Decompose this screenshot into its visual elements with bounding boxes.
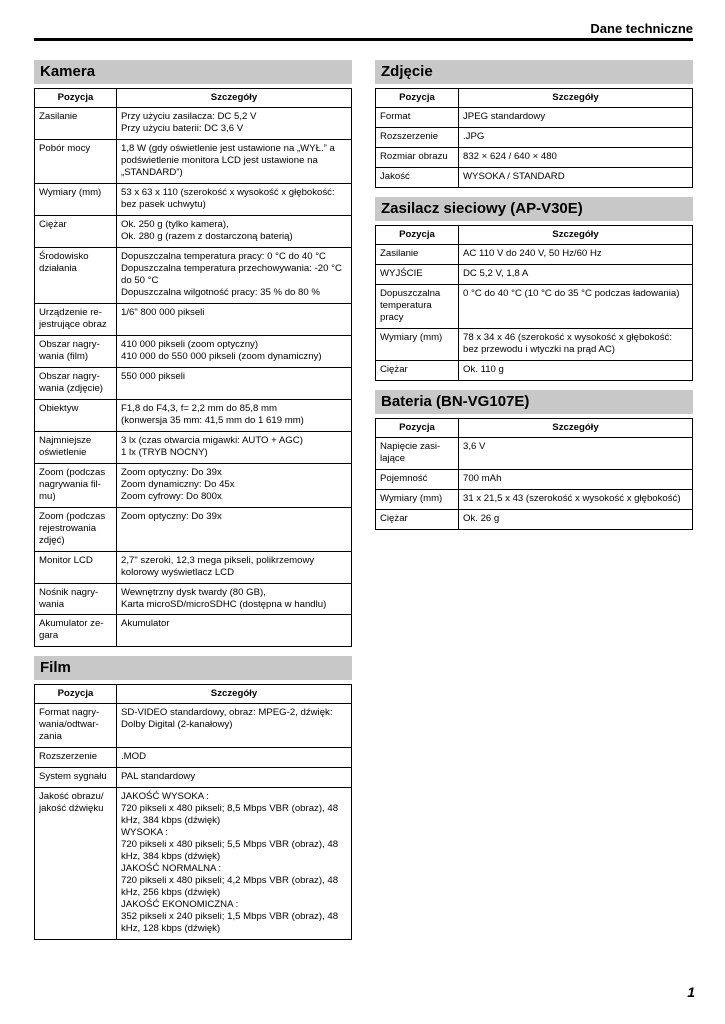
- spec-value-line: JAKOŚĆ WYSOKA :: [121, 791, 209, 803]
- spec-key: Nośnik nagry-wania: [35, 583, 117, 615]
- spec-table: [375, 88, 693, 188]
- table-header-row: [376, 89, 693, 108]
- spec-value-line: 550 000 pikseli: [121, 370, 186, 382]
- spec-value-line: Przy użyciu baterii: DC 3,6 V: [121, 122, 244, 134]
- spec-key: Zoom (podczas rejestrowania zdjęć): [35, 507, 117, 551]
- section-film: [34, 656, 352, 940]
- spec-value: [117, 399, 352, 431]
- table-row: [376, 509, 693, 529]
- section-title: Zdjęcie: [375, 60, 693, 84]
- table-header-row: [35, 89, 352, 108]
- spec-value-line: 720 pikseli x 480 pikseli; 8,5 Mbps VBR (obraz), 48 kHz, 384 kbps (dźwięk): [121, 803, 339, 827]
- section-bateria: [375, 390, 693, 530]
- table-row: [35, 247, 352, 303]
- spec-key: Wymiary (mm): [376, 328, 459, 360]
- table-header-row: [376, 225, 693, 244]
- spec-value: [117, 507, 352, 551]
- spec-value-line: DC 5,2 V, 1,8 A: [463, 267, 529, 279]
- table-header-row: [376, 418, 693, 437]
- spec-key: Obiektyw: [35, 399, 117, 431]
- spec-key: WYJŚCIE: [376, 264, 459, 284]
- spec-key: Pojemność: [376, 469, 459, 489]
- spec-value-line: Zoom optyczny: Do 39x: [121, 510, 222, 522]
- spec-value-line: Zoom optyczny: Do 39x: [121, 466, 222, 478]
- spec-value: [117, 215, 352, 247]
- spec-value: [117, 615, 352, 647]
- spec-value-line: 78 x 34 x 46 (szerokość x wysokość x głębokość: bez przewodu i wtyczki na prąd AC): [463, 331, 673, 355]
- column-header-key: Pozycja: [376, 418, 459, 437]
- spec-value-line: 53 x 63 x 110 (szerokość x wysokość x głębokość: bez pasek uchwytu): [121, 186, 335, 210]
- spec-value-line: (konwersja 35 mm: 41,5 mm do 1 619 mm): [121, 414, 304, 426]
- spec-value: [117, 463, 352, 507]
- spec-value: [459, 489, 693, 509]
- column-header-key: Pozycja: [376, 225, 459, 244]
- table-row: [35, 768, 352, 788]
- table-row: [35, 583, 352, 615]
- spec-value: [117, 583, 352, 615]
- spec-value: [117, 183, 352, 215]
- spec-value: [459, 509, 693, 529]
- spec-key: Środowisko działania: [35, 247, 117, 303]
- spec-value: [459, 360, 693, 380]
- spec-key: Format: [376, 108, 459, 128]
- spec-value: [459, 437, 693, 469]
- left-column: [34, 60, 352, 949]
- spec-value: [117, 139, 352, 183]
- spec-value: [459, 108, 693, 128]
- page-header-title: Dane techniczne: [590, 21, 693, 36]
- spec-value-line: 2,7" szeroki, 12,3 mega pikseli, polikrzemowy kolorowy wyświetlacz LCD: [121, 554, 315, 578]
- section-kamera: [34, 60, 352, 647]
- spec-key: Jakość obrazu/ jakość dźwięku: [35, 788, 117, 940]
- spec-value: [459, 264, 693, 284]
- spec-value-line: Akumulator: [121, 618, 170, 630]
- spec-value-line: 410 000 pikseli (zoom optyczny): [121, 338, 259, 350]
- column-header-value: Szczegóły: [459, 89, 693, 108]
- table-row: [376, 244, 693, 264]
- table-row: [35, 507, 352, 551]
- table-row: [35, 704, 352, 748]
- spec-table: [375, 418, 693, 530]
- spec-key: Ciężar: [35, 215, 117, 247]
- table-row: [376, 360, 693, 380]
- spec-table: [34, 684, 352, 940]
- table-row: [35, 748, 352, 768]
- spec-key: Format nagry-wania/odtwar-zania: [35, 704, 117, 748]
- spec-value-line: Zoom cyfrowy: Do 800x: [121, 490, 222, 502]
- table-row: [376, 127, 693, 147]
- column-header-value: Szczegóły: [459, 225, 693, 244]
- spec-value-line: SD-VIDEO standardowy, obraz: MPEG-2, dźwięk: Dolby Digital (2-kanałowy): [121, 707, 333, 731]
- column-header-value: Szczegóły: [459, 418, 693, 437]
- spec-value-line: Dopuszczalna wilgotność pracy: 35 % do 80 %: [121, 286, 320, 298]
- column-header-value: Szczegóły: [117, 89, 352, 108]
- table-row: [35, 183, 352, 215]
- spec-value-line: F1,8 do F4,3, f= 2,2 mm do 85,8 mm: [121, 402, 277, 414]
- spec-value-line: .MOD: [121, 751, 147, 763]
- table-row: [376, 147, 693, 167]
- column-header-key: Pozycja: [35, 89, 117, 108]
- spec-value-line: 832 × 624 / 640 × 480: [463, 150, 557, 162]
- table-row: [35, 399, 352, 431]
- spec-value-line: JAKOŚĆ EKONOMICZNA :: [121, 899, 239, 911]
- spec-value-line: Ok. 26 g: [463, 512, 500, 524]
- table-row: [35, 367, 352, 399]
- spec-value: [459, 167, 693, 187]
- table-row: [35, 431, 352, 463]
- spec-key: Jakość: [376, 167, 459, 187]
- table-row: [376, 469, 693, 489]
- spec-value-line: .JPG: [463, 130, 485, 142]
- spec-value: [117, 788, 352, 940]
- spec-value: [459, 469, 693, 489]
- table-row: [35, 788, 352, 940]
- table-row: [35, 615, 352, 647]
- spec-value-line: 1,8 W (gdy oświetlenie jest ustawione na „WYŁ.” a podświetlenie monitora LCD jest ustawione na „STANDARD”): [121, 142, 335, 178]
- spec-value: [117, 108, 352, 140]
- spec-value-line: Ok. 250 g (tylko kamera),: [121, 218, 229, 230]
- spec-key: Ciężar: [376, 509, 459, 529]
- table-row: [376, 284, 693, 328]
- spec-value: [459, 244, 693, 264]
- right-column: [375, 60, 693, 539]
- spec-value: [117, 431, 352, 463]
- spec-value: [459, 147, 693, 167]
- spec-key: Dopuszczalna temperatura pracy: [376, 284, 459, 328]
- spec-value: [117, 335, 352, 367]
- spec-key: Rozszerzenie: [376, 127, 459, 147]
- spec-value-line: WYSOKA / STANDARD: [463, 170, 565, 182]
- spec-value: [117, 748, 352, 768]
- spec-value-line: 3 lx (czas otwarcia migawki: AUTO + AGC): [121, 434, 303, 446]
- spec-value-line: 720 pikseli x 480 pikseli; 4,2 Mbps VBR (obraz), 48 kHz, 256 kbps (dźwięk): [121, 875, 339, 899]
- spec-value-line: 1 lx (TRYB NOCNY): [121, 446, 208, 458]
- spec-value-line: Przy użyciu zasilacza: DC 5,2 V: [121, 111, 257, 122]
- spec-value: [459, 328, 693, 360]
- spec-table: [375, 225, 693, 381]
- table-row: [35, 551, 352, 583]
- spec-key: Zoom (podczas nagrywania fil-mu): [35, 463, 117, 507]
- spec-value-line: Dopuszczalna temperatura przechowywania: -20 °C do 50 °C: [121, 262, 342, 286]
- spec-value: [117, 551, 352, 583]
- spec-key: Wymiary (mm): [35, 183, 117, 215]
- spec-key: Urządzenie re-jestrujące obraz: [35, 303, 117, 335]
- spec-key: Wymiary (mm): [376, 489, 459, 509]
- spec-key: Napięcie zasi-lające: [376, 437, 459, 469]
- spec-value-line: JAKOŚĆ NORMALNA :: [121, 863, 222, 875]
- spec-value: [459, 284, 693, 328]
- spec-value-line: Ok. 280 g (razem z dostarczoną baterią): [121, 230, 293, 242]
- spec-key: Obszar nagry-wania (film): [35, 335, 117, 367]
- section-title: Zasilacz sieciowy (AP-V30E): [375, 197, 693, 221]
- table-row: [376, 328, 693, 360]
- spec-table: [34, 88, 352, 647]
- header-rule: [34, 38, 693, 41]
- table-row: [376, 437, 693, 469]
- spec-value-line: 31 x 21,5 x 43 (szerokość x wysokość x głębokość): [463, 492, 681, 504]
- spec-value: [117, 303, 352, 335]
- section-title: Bateria (BN-VG107E): [375, 390, 693, 414]
- table-row: [35, 108, 352, 140]
- spec-value: [117, 768, 352, 788]
- table-header-row: [35, 685, 352, 704]
- table-row: [376, 264, 693, 284]
- spec-key: Najmniejsze oświetlenie: [35, 431, 117, 463]
- table-row: [35, 215, 352, 247]
- spec-value-line: JPEG standardowy: [463, 111, 546, 122]
- spec-key: Pobór mocy: [35, 139, 117, 183]
- spec-value-line: PAL standardowy: [121, 771, 196, 783]
- spec-value-line: Zoom dynamiczny: Do 45x: [121, 478, 235, 490]
- spec-key: System sygnału: [35, 768, 117, 788]
- column-header-key: Pozycja: [376, 89, 459, 108]
- spec-value-line: 0 °C do 40 °C (10 °C do 35 °C podczas ładowania): [463, 287, 680, 299]
- section-title: Kamera: [34, 60, 352, 84]
- spec-key: Monitor LCD: [35, 551, 117, 583]
- spec-value-line: 410 000 do 550 000 pikseli (zoom dynamiczny): [121, 350, 322, 362]
- section-zasilacz: [375, 197, 693, 381]
- table-row: [35, 303, 352, 335]
- table-row: [35, 335, 352, 367]
- spec-value: [117, 704, 352, 748]
- table-row: [376, 108, 693, 128]
- spec-value-line: 1/6" 800 000 pikseli: [121, 306, 205, 318]
- spec-value-line: Karta microSD/microSDHC (dostępna w handlu): [121, 598, 327, 610]
- table-row: [35, 463, 352, 507]
- spec-value: [459, 127, 693, 147]
- spec-key: Ciężar: [376, 360, 459, 380]
- spec-value-line: 3,6 V: [463, 440, 486, 452]
- spec-value: [117, 367, 352, 399]
- spec-value: [117, 247, 352, 303]
- spec-key: Rozszerzenie: [35, 748, 117, 768]
- spec-value-line: Ok. 110 g: [463, 363, 504, 375]
- spec-value-line: Dopuszczalna temperatura pracy: 0 °C do 40 °C: [121, 250, 326, 262]
- spec-key: Zasilanie: [376, 244, 459, 264]
- spec-value-line: AC 110 V do 240 V, 50 Hz/60 Hz: [463, 247, 602, 259]
- spec-value-line: WYSOKA :: [121, 827, 168, 839]
- section-zdjecie: [375, 60, 693, 188]
- spec-key: Zasilanie: [35, 108, 117, 140]
- spec-key: Akumulator ze-gara: [35, 615, 117, 647]
- spec-value-line: Wewnętrzny dysk twardy (80 GB),: [121, 586, 266, 598]
- table-row: [376, 167, 693, 187]
- table-row: [35, 139, 352, 183]
- spec-value-line: 700 mAh: [463, 472, 502, 484]
- page-number: 1: [687, 984, 695, 1000]
- spec-key: Rozmiar obrazu: [376, 147, 459, 167]
- table-row: [376, 489, 693, 509]
- spec-value-line: 352 pikseli x 240 pikseli; 1,5 Mbps VBR (obraz), 48 kHz, 128 kbps (dźwięk): [121, 911, 339, 935]
- spec-value-line: 720 pikseli x 480 pikseli; 5,5 Mbps VBR (obraz), 48 kHz, 384 kbps (dźwięk): [121, 839, 339, 863]
- section-title: Film: [34, 656, 352, 680]
- column-header-key: Pozycja: [35, 685, 117, 704]
- column-header-value: Szczegóły: [117, 685, 352, 704]
- spec-key: Obszar nagry-wania (zdjęcie): [35, 367, 117, 399]
